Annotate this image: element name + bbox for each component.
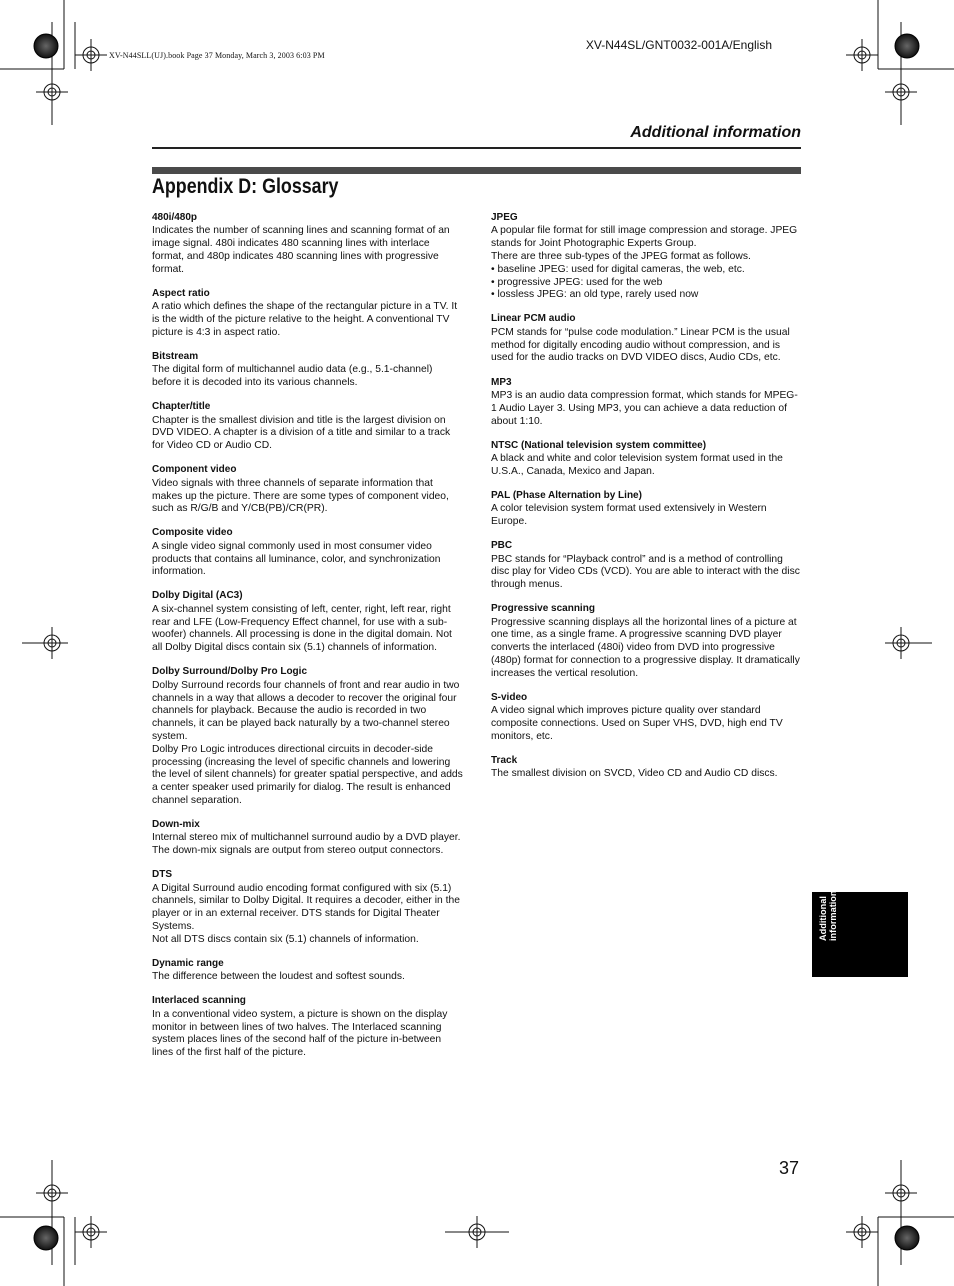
glossary-entry: [491, 440, 803, 479]
definition-paragraph: The difference between the loudest and softest sounds.: [152, 971, 405, 983]
glossary-column-left: [152, 212, 464, 1071]
glossary-entry: [152, 958, 464, 984]
page-title: Appendix D: Glossary: [152, 175, 339, 198]
glossary-term: S-video: [491, 691, 528, 703]
definition-paragraph: A black and white and color television system format used in the U.S.A., Canada, Mexico and Japan.: [491, 453, 783, 477]
definition-paragraph: There are three sub-types of the JPEG format as follows.: [491, 250, 751, 262]
glossary-entry: [491, 313, 803, 365]
glossary-term: Bitstream: [152, 350, 199, 362]
definition-paragraph: A popular file format for still image compression and storage. JPEG stands for Joint Photographic Experts Group.: [491, 225, 798, 250]
glossary-definition: [491, 768, 803, 781]
glossary-entry: [491, 490, 803, 529]
glossary-term: Chapter/title: [152, 401, 211, 413]
glossary-definition: [152, 478, 464, 516]
glossary-definition: [491, 390, 803, 428]
book-info: XV-N44SLL(UJ).book Page 37 Monday, March 3, 2003 6:03 PM: [109, 51, 325, 60]
glossary-term: Down-mix: [152, 819, 200, 830]
glossary-entry: [491, 755, 803, 781]
glossary-entry: [152, 666, 464, 807]
glossary-term: Composite video: [152, 527, 233, 539]
definition-paragraph: • progressive JPEG: used for the web: [491, 276, 663, 288]
glossary-entry: [152, 995, 464, 1060]
definition-paragraph: A ratio which defines the shape of the rectangular picture in a TV. It is the width of the picture relative to the height. A conventional TV picture is 4:3 in aspect ratio.: [152, 301, 458, 338]
glossary-definition: [491, 503, 803, 529]
definition-paragraph: A Digital Surround audio encoding format configured with six (5.1) channels, similar to Dolby Digital. It requires a decoder, either in the player or in an external receiver. DTS stands for Digital Theater Systems.: [152, 882, 460, 933]
glossary-term: PBC: [491, 540, 513, 552]
glossary-term: Track: [491, 755, 518, 767]
glossary-term: Dynamic range: [152, 957, 224, 969]
glossary-definition: [152, 225, 464, 276]
glossary-entry: [152, 401, 464, 453]
glossary-entry: [152, 590, 464, 655]
glossary-entry: [152, 351, 464, 390]
side-tab-label: [818, 890, 838, 941]
definition-paragraph: PCM stands for “pulse code modulation.” Linear PCM is the usual method for digitally encoding audio without compression, and is used for the audio tracks on DVD VIDEO discs, Audio CDs, etc.: [491, 326, 790, 364]
glossary-entry: [491, 692, 803, 744]
definition-paragraph: A video signal which improves picture quality over standard composite connections. Used on Super VHS, DVD, high end TV monitors, etc.: [491, 705, 783, 742]
glossary-term: JPEG: [491, 212, 518, 223]
glossary-term: 480i/480p: [152, 212, 198, 223]
glossary-entry: [152, 212, 464, 277]
glossary-entry: [152, 869, 464, 946]
definition-paragraph: Chapter is the smallest division and title is the largest division on DVD VIDEO. A chapter is a division of a title and similar to a track for Video CD or Audio CD.: [152, 414, 451, 452]
definition-paragraph: Not all DTS discs contain six (5.1) channels of information.: [152, 933, 419, 945]
glossary-entry: [491, 540, 803, 592]
header-rule: [152, 147, 801, 149]
glossary-term: Linear PCM audio: [491, 313, 576, 325]
model-code: XV-N44SL/GNT0032-001A/English: [585, 38, 772, 52]
definition-paragraph: Internal stereo mix of multichannel surround audio by a DVD player. The down-mix signals are output from stereo output connectors.: [152, 832, 461, 857]
definition-paragraph: The smallest division on SVCD, Video CD and Audio CD discs.: [491, 768, 778, 780]
glossary-definition: [152, 832, 464, 858]
page-number: 37: [779, 1158, 800, 1178]
definition-paragraph: MP3 is an audio data compression format, which stands for MPEG-1 Audio Layer 3. Using MP3, you can achieve a data reduction of about 1:10.: [491, 389, 798, 427]
glossary-definition: [491, 225, 803, 302]
definition-paragraph: A color television system format used extensively in Western Europe.: [491, 503, 767, 528]
glossary-definition: [152, 415, 464, 453]
side-tab: [812, 892, 908, 977]
definition-paragraph: • lossless JPEG: an old type, rarely used now: [491, 289, 699, 301]
glossary-term: Aspect ratio: [152, 287, 210, 299]
definition-paragraph: Dolby Surround records four channels of front and rear audio in two channels in a way that allows a decoder to recover the original four channels for playback. Because the audio is recorded in two channels, it can be played back naturally by a two-channel stereo system.: [152, 679, 460, 742]
title-bar: [152, 167, 801, 174]
glossary-definition: [152, 541, 464, 579]
glossary-column-right: [491, 212, 803, 793]
definition-paragraph: A single video signal commonly used in most consumer video products that contains all luminance, color, and synchronization information.: [152, 540, 441, 578]
glossary-term: DTS: [152, 869, 172, 881]
glossary-entry: [152, 819, 464, 858]
glossary-entry: [152, 527, 464, 579]
definition-paragraph: The digital form of multichannel audio data (e.g., 5.1-channel) before it is decoded into its various channels.: [152, 364, 433, 389]
glossary-definition: [152, 364, 464, 390]
glossary-definition: [152, 604, 464, 655]
glossary-term: Progressive scanning: [491, 603, 595, 615]
definition-paragraph: Progressive scanning displays all the horizontal lines of a picture at one time, as a single frame. A progressive scanning DVD player converts the interlaced (480i) video from DVD into progressive (480p) format for connection to a progressive display. It dramatically increases the vertical resolution.: [491, 616, 800, 679]
glossary-definition: [152, 883, 464, 947]
glossary-term: Interlaced scanning: [152, 995, 246, 1007]
glossary-entry: [152, 288, 464, 340]
glossary-definition: [152, 680, 464, 808]
definition-paragraph: In a conventional video system, a picture is shown on the display monitor in between lines of two halves. The Interlaced scanning system places lines of the second half of the picture in-between lines of the first half of the picture.: [152, 1008, 448, 1059]
side-tab-line1: Additional: [818, 896, 828, 941]
side-tab-line2: information: [828, 890, 838, 941]
section-title: Additional information: [630, 124, 801, 141]
definition-paragraph: Video signals with three channels of separate information that makes up the picture. There are some types of component video, such as R/G/B and Y/CB(PB)/CR(PR).: [152, 477, 449, 515]
glossary-term: Dolby Surround/Dolby Pro Logic: [152, 666, 307, 678]
glossary-term: MP3: [491, 376, 512, 388]
definition-paragraph: PBC stands for “Playback control” and is a method of controlling disc play for Video CDs (VCD). You are able to interact with the disc through menus.: [491, 553, 800, 591]
definition-paragraph: A six-channel system consisting of left, center, right, left rear, right rear and LFE (Low-Frequency Effect channel, for use with a sub-woofer) channels. All processing is done in the digital domain. Not all Dolby Digital discs contain six (5.1) channels of information.: [152, 603, 452, 654]
glossary-term: PAL (Phase Alternation by Line): [491, 489, 642, 501]
glossary-entry: [491, 377, 803, 429]
glossary-definition: [491, 327, 803, 365]
glossary-definition: [152, 301, 464, 339]
glossary-definition: [152, 1009, 464, 1060]
glossary-term: Dolby Digital (AC3): [152, 590, 243, 602]
glossary-entry: [491, 603, 803, 680]
definition-paragraph: Dolby Pro Logic introduces directional circuits in decoder-side processing (increasing the level of specific channels and lowering the level of silent channels) for greater spatial perspective, and adds a center speaker used primarily for dialog. The result is enhanced channel separation.: [152, 743, 463, 806]
definition-paragraph: Indicates the number of scanning lines and scanning format of an image signal. 480i indicates 480 scanning lines with interlace format, and 480p indicates 480 scanning lines with progressive format.: [152, 225, 450, 275]
glossary-entry: [491, 212, 803, 302]
glossary-definition: [152, 971, 464, 984]
glossary-definition: [491, 453, 803, 479]
glossary-term: Component video: [152, 464, 237, 476]
glossary-definition: [491, 617, 803, 681]
glossary-term: NTSC (National television system committee): [491, 439, 707, 451]
glossary-definition: [491, 705, 803, 743]
glossary-definition: [491, 554, 803, 592]
glossary-entry: [152, 464, 464, 516]
definition-paragraph: • baseline JPEG: used for digital cameras, the web, etc.: [491, 263, 745, 275]
